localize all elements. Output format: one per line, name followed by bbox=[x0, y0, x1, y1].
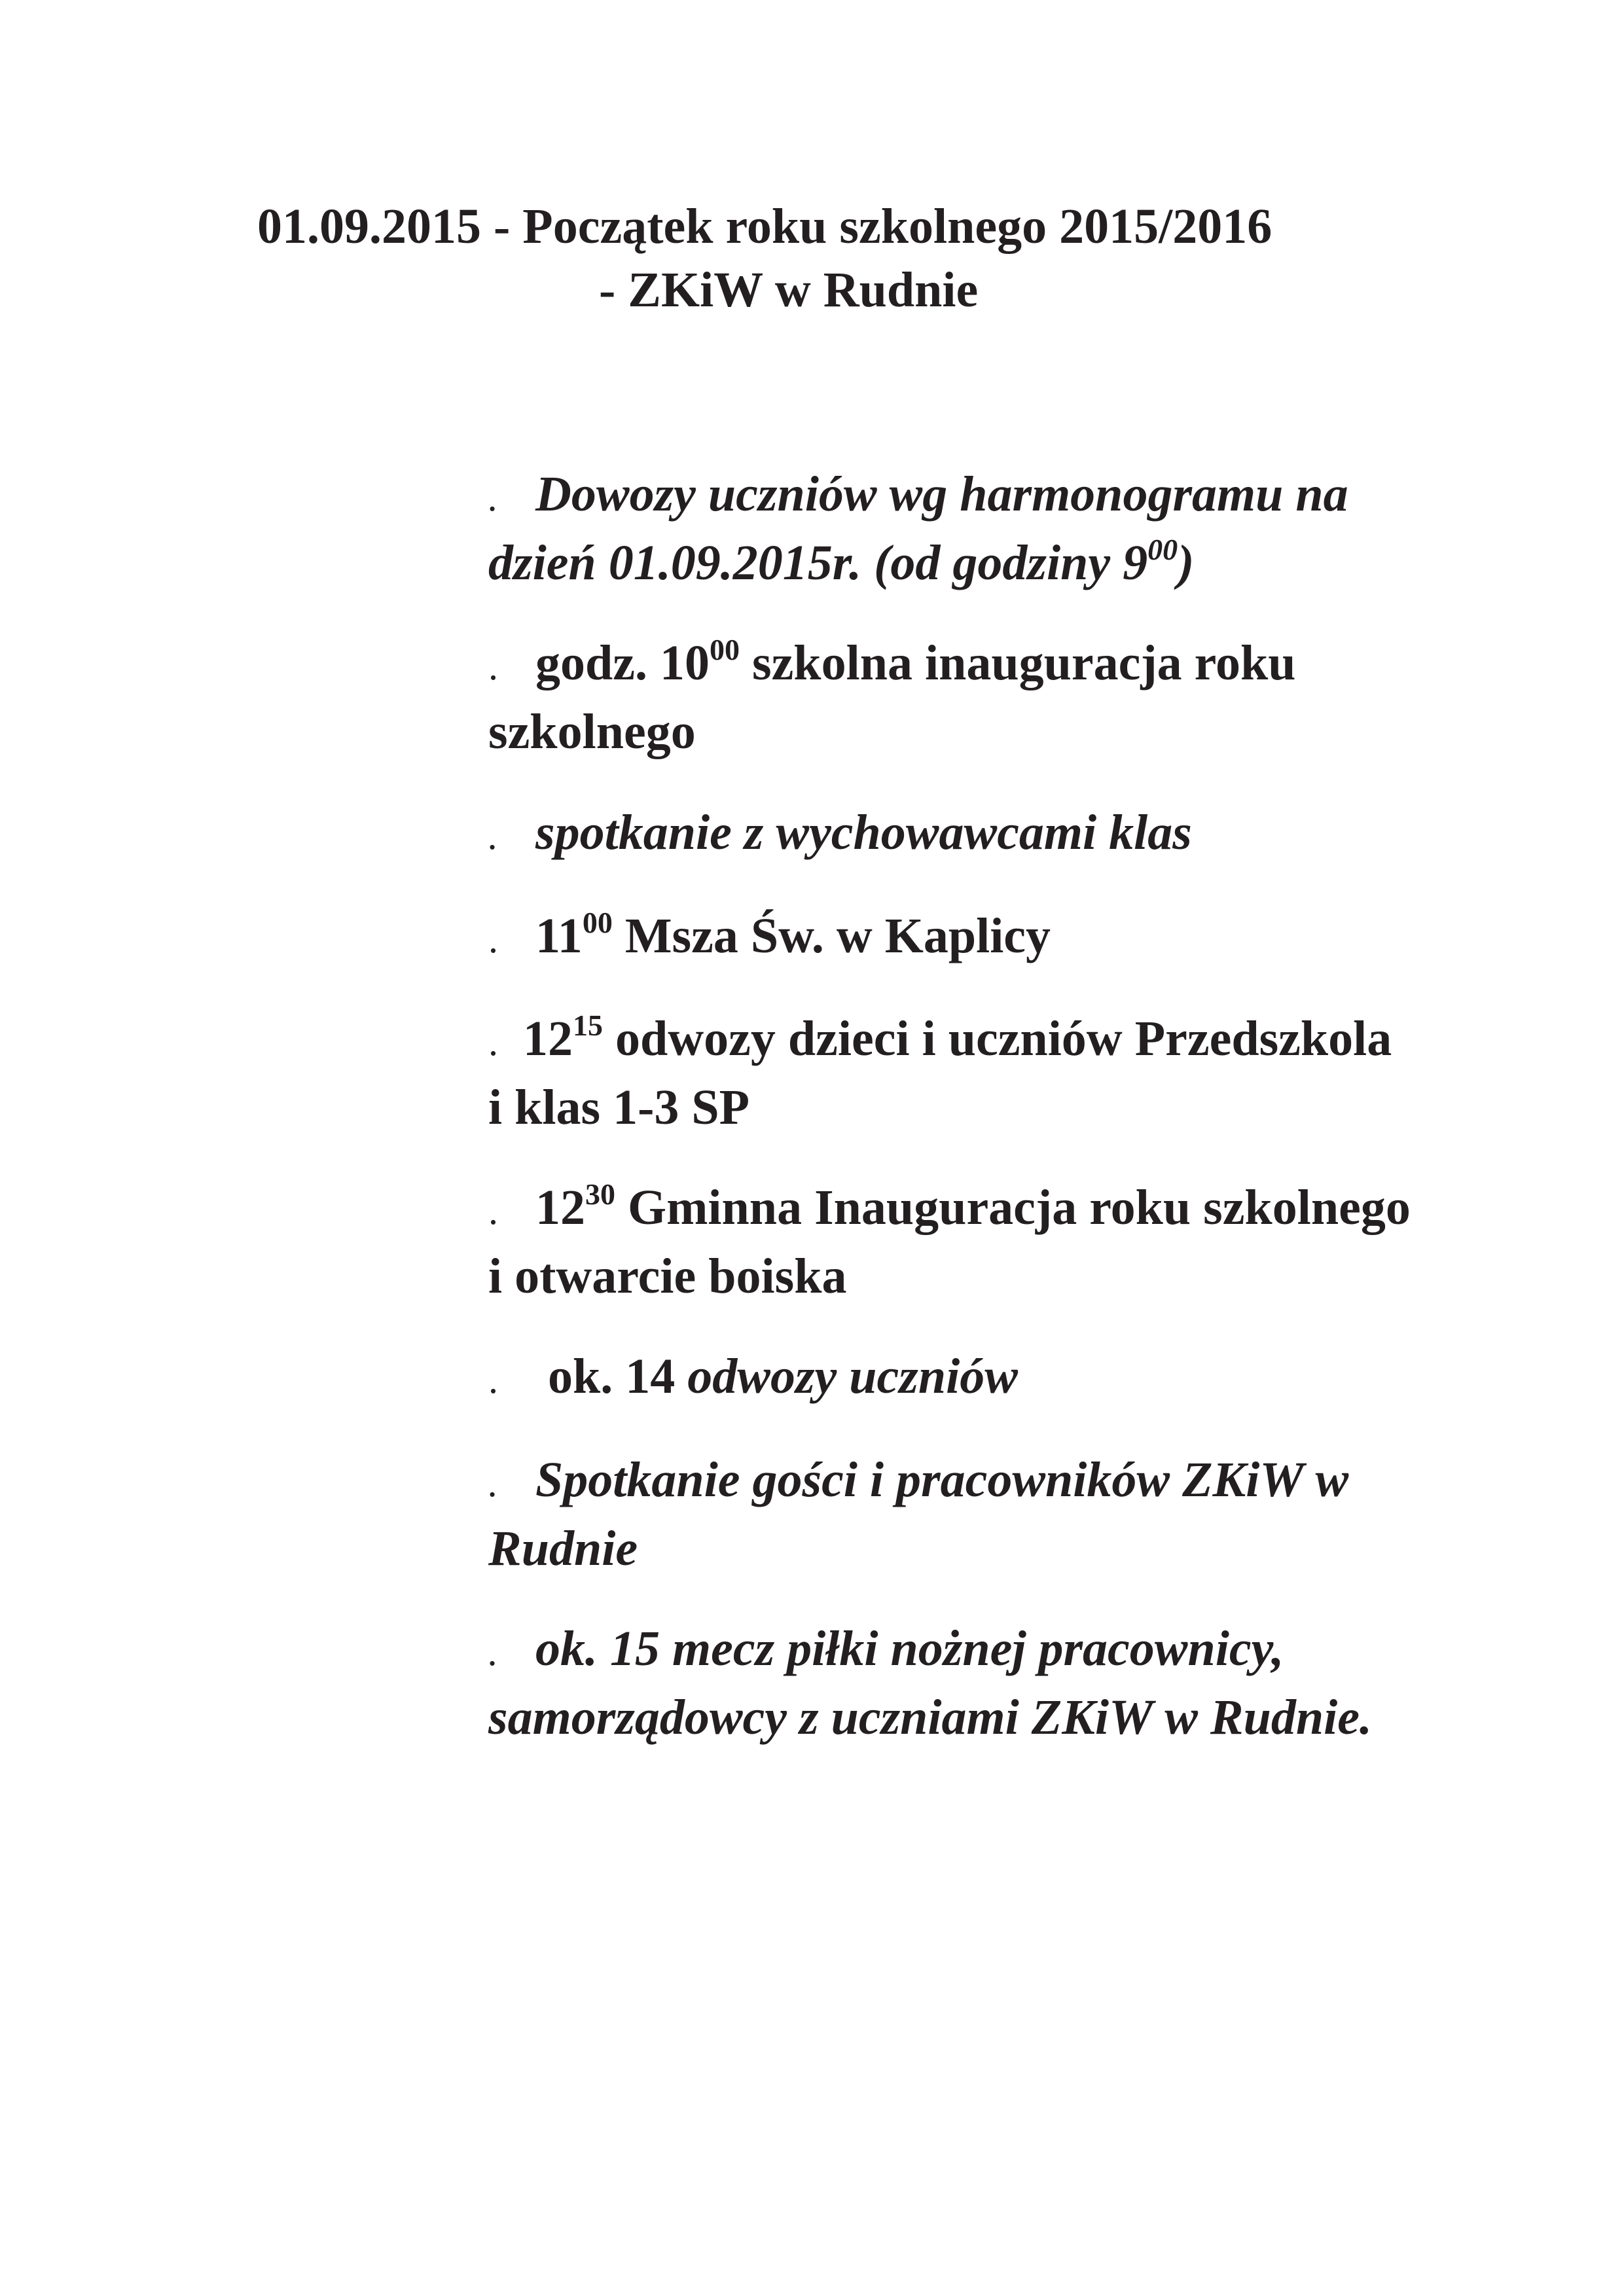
bullet: . bbox=[488, 1462, 498, 1505]
item-text-end: szkolna inauguracja roku szkolnego bbox=[488, 636, 1296, 759]
item-text: 12 bbox=[535, 1180, 585, 1235]
item-time-superscript: 00 bbox=[710, 632, 740, 666]
item-time-superscript: 15 bbox=[573, 1008, 603, 1042]
item-text-end: Msza Św. w Kaplicy bbox=[612, 908, 1051, 963]
item-text: 11 bbox=[535, 908, 583, 963]
item-text: Dowozy uczniów wg harmonogramu na dzień 01.09.2015r. (od godziny 9 bbox=[488, 467, 1348, 590]
list-item bbox=[488, 1344, 1418, 1412]
item-text-end: odwozy uczniów bbox=[687, 1349, 1018, 1404]
bullet: . bbox=[488, 476, 498, 519]
bullet: . bbox=[488, 814, 498, 857]
item-text: 12 bbox=[523, 1011, 573, 1066]
list-item bbox=[488, 461, 1418, 596]
page-title-line-2: - ZKiW w Rudnie bbox=[599, 262, 979, 317]
item-time-superscript: 00 bbox=[582, 905, 613, 939]
list-item bbox=[488, 1006, 1418, 1140]
item-text: spotkanie z wychowawcami klas bbox=[535, 805, 1192, 860]
item-text-end: Gminna Inauguracja roku szkolnego i otwarcie boiska bbox=[488, 1180, 1411, 1304]
item-time-superscript: 00 bbox=[1147, 532, 1178, 566]
list-item bbox=[488, 903, 1418, 972]
list-item bbox=[488, 630, 1418, 764]
bullet: . bbox=[488, 1358, 498, 1401]
list-item bbox=[488, 1175, 1418, 1309]
bullet: . bbox=[488, 1630, 498, 1674]
bullet: . bbox=[488, 918, 498, 961]
item-text-end: odwozy dzieci i uczniów Przedszkola i klas 1-3 SP bbox=[488, 1011, 1392, 1135]
bullet: . bbox=[488, 1189, 498, 1232]
page-title-line-1: 01.09.2015 - Początek roku szkolnego 2015/2016 bbox=[257, 199, 1272, 254]
list-item bbox=[488, 800, 1418, 869]
item-text: godz. 10 bbox=[535, 636, 710, 691]
item-text: ok. 15 mecz piłki nożnej pracownicy, samorządowcy z uczniami ZKiW w Rudnie. bbox=[488, 1621, 1372, 1745]
list-item bbox=[488, 1447, 1418, 1581]
bullet: . bbox=[488, 1020, 498, 1064]
item-text: ok. 14 bbox=[548, 1349, 688, 1404]
item-text: Spotkanie gości i pracowników ZKiW w Rudnie bbox=[488, 1452, 1349, 1576]
list-item bbox=[488, 1616, 1418, 1750]
bullet: . bbox=[488, 645, 498, 688]
item-text-end: ) bbox=[1178, 535, 1195, 590]
item-time-superscript: 30 bbox=[585, 1177, 615, 1211]
